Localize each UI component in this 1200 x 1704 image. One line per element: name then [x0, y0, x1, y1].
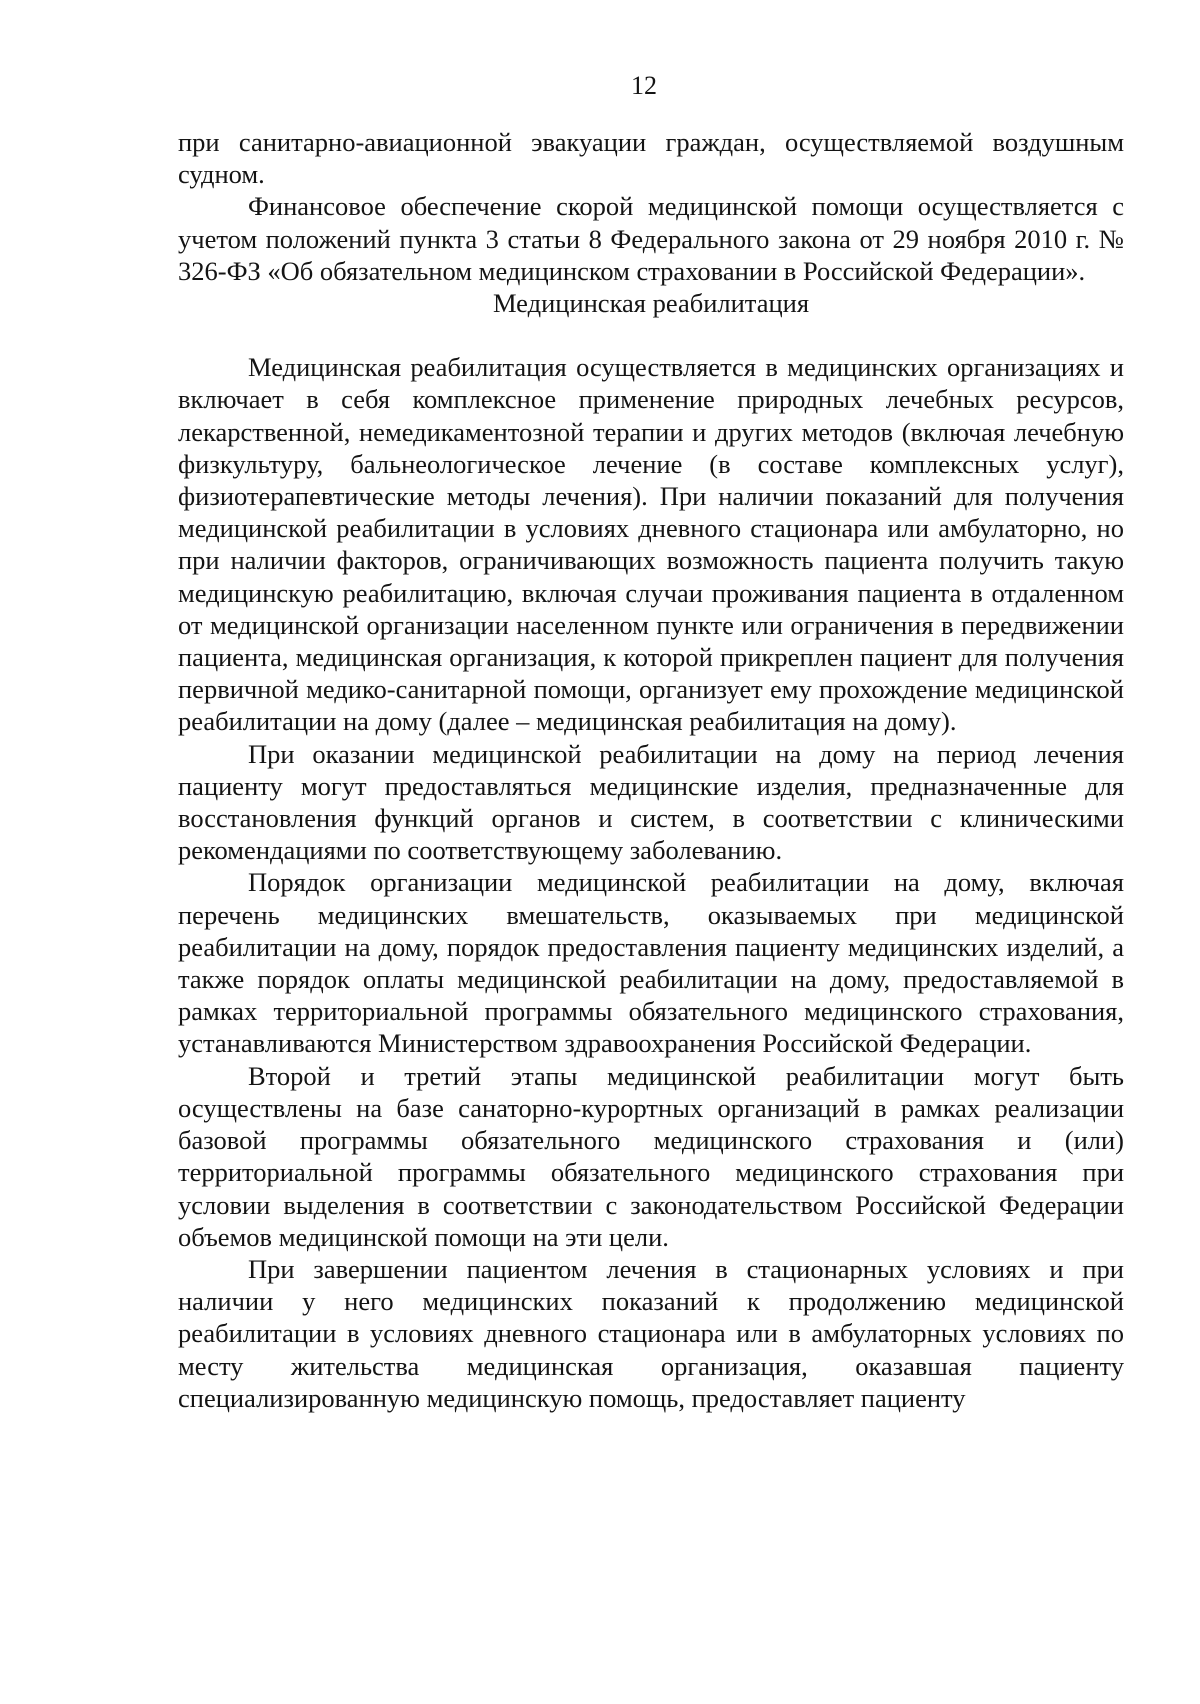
- page-number: 12: [631, 71, 657, 100]
- paragraph-procedure: Порядок организации медицинской реабилитации на дому, включая перечень медицинских вмешательств, оказываемых при медицинской реабилитации на дому, порядок предоставления пациенту медицинских изделий, а также порядок оплаты медицинской реабилитации на дому, предоставляемой в рамках территориальной программы обязательного медицинского страхования, устанавливаются Министерством здравоохранения Российской Федерации.: [178, 867, 1124, 1059]
- paragraph-completion: При завершении пациентом лечения в стационарных условиях и при наличии у него медицинских показаний к продолжению медицинской реабилитации в условиях дневного стационара или в амбулаторных условиях по месту жительства медицинская организация, оказавшая пациенту специализированную медицинскую помощь, предоставляет пациенту: [178, 1253, 1124, 1413]
- paragraph-continuation: при санитарно-авиационной эвакуации граждан, осуществляемой воздушным судном.: [178, 127, 1124, 190]
- paragraph-medical-devices: При оказании медицинской реабилитации на дому на период лечения пациенту могут предоставляться медицинские изделия, предназначенные для восстановления функций органов и систем, в соответствии с клиническими рекомендациями по соответствующему заболеванию.: [178, 738, 1124, 866]
- section-heading: Медицинская реабилитация: [492, 288, 810, 319]
- paragraph-second-third-stages: Второй и третий этапы медицинской реабилитации могут быть осуществлены на базе санаторно-курортных организаций в рамках реализации базовой программы обязательного медицинского страхования и (или) территориальной программы обязательного медицинского страхования при условии выделения в соответствии с законодательством Российской Федерации объемов медицинской помощи на эти цели.: [178, 1060, 1124, 1252]
- paragraph-financing: Финансовое обеспечение скорой медицинской помощи осуществляется с учетом положений пункта 3 статьи 8 Федерального закона от 29 ноября 2010 г. № 326-ФЗ «Об обязательном медицинском страховании в Российской Федерации».: [178, 191, 1124, 286]
- paragraph-rehabilitation-intro: Медицинская реабилитация осуществляется в медицинских организациях и включает в себя комплексное применение природных лечебных ресурсов, лекарственной, немедикаментозной терапии и других методов (включая лечебную физкультуру, бальнеологическое лечение (в составе комплексных услуг), физиотерапевтические методы лечения). При наличии показаний для получения медицинской реабилитации в условиях дневного стационара или амбулаторно, но при наличии факторов, ограничивающих возможность пациента получить такую медицинскую реабилитацию, включая случаи проживания пациента в отдаленном от медицинской организации населенном пункте или ограничения в передвижении пациента, медицинская организация, к которой прикреплен пациент для получения первичной медико-санитарной помощи, организует ему прохождение медицинской реабилитации на дому (далее – медицинская реабилитация на дому).: [178, 352, 1124, 737]
- document-body: [178, 126, 1124, 1414]
